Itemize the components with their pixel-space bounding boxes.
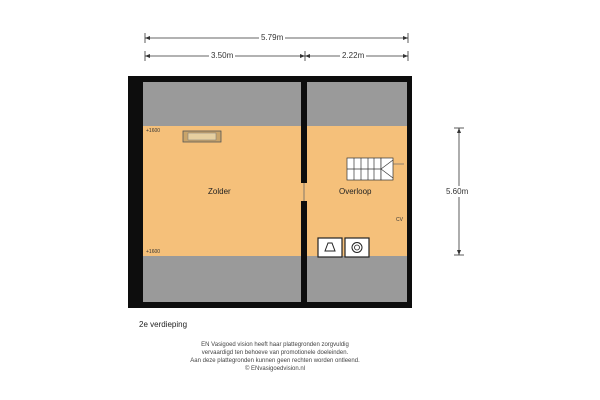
height-marker-bottom: +1600 — [146, 249, 161, 255]
disclaimer — [125, 341, 425, 373]
disclaimer-line-4: © ENvasigoedvision.nl — [244, 366, 306, 372]
dimension-left-width: 3.50m — [211, 51, 234, 60]
sloped-area-left-bottom — [143, 256, 301, 302]
sloped-area-right-top — [307, 82, 407, 126]
disclaimer-line-1: EN Vasigoed vision heeft haar plattegronden zorgvuldig — [201, 342, 349, 348]
room-label-zolder: Zolder — [208, 187, 231, 196]
dryer-icon — [345, 238, 369, 257]
disclaimer-line-3: Aan deze plattegronden kunnen geen rechten worden ontleend. — [190, 358, 360, 364]
height-marker-top: +1600 — [146, 128, 161, 134]
cv-label: CV — [396, 217, 403, 223]
dimension-height: 5.60m — [446, 187, 469, 196]
room-label-overloop: Overloop — [339, 187, 372, 196]
sloped-area-left-top — [143, 82, 301, 126]
skylight-icon — [183, 131, 221, 142]
dimension-right-width: 2.22m — [342, 51, 365, 60]
washing-machine-icon — [318, 238, 342, 257]
floor-title: 2e verdieping — [139, 320, 188, 329]
dimension-total-width: 5.79m — [261, 33, 284, 42]
sloped-area-right-bottom — [307, 256, 407, 302]
disclaimer-line-2: vervaardigd ten behoeve van promotionele doeleinden. — [201, 350, 349, 356]
